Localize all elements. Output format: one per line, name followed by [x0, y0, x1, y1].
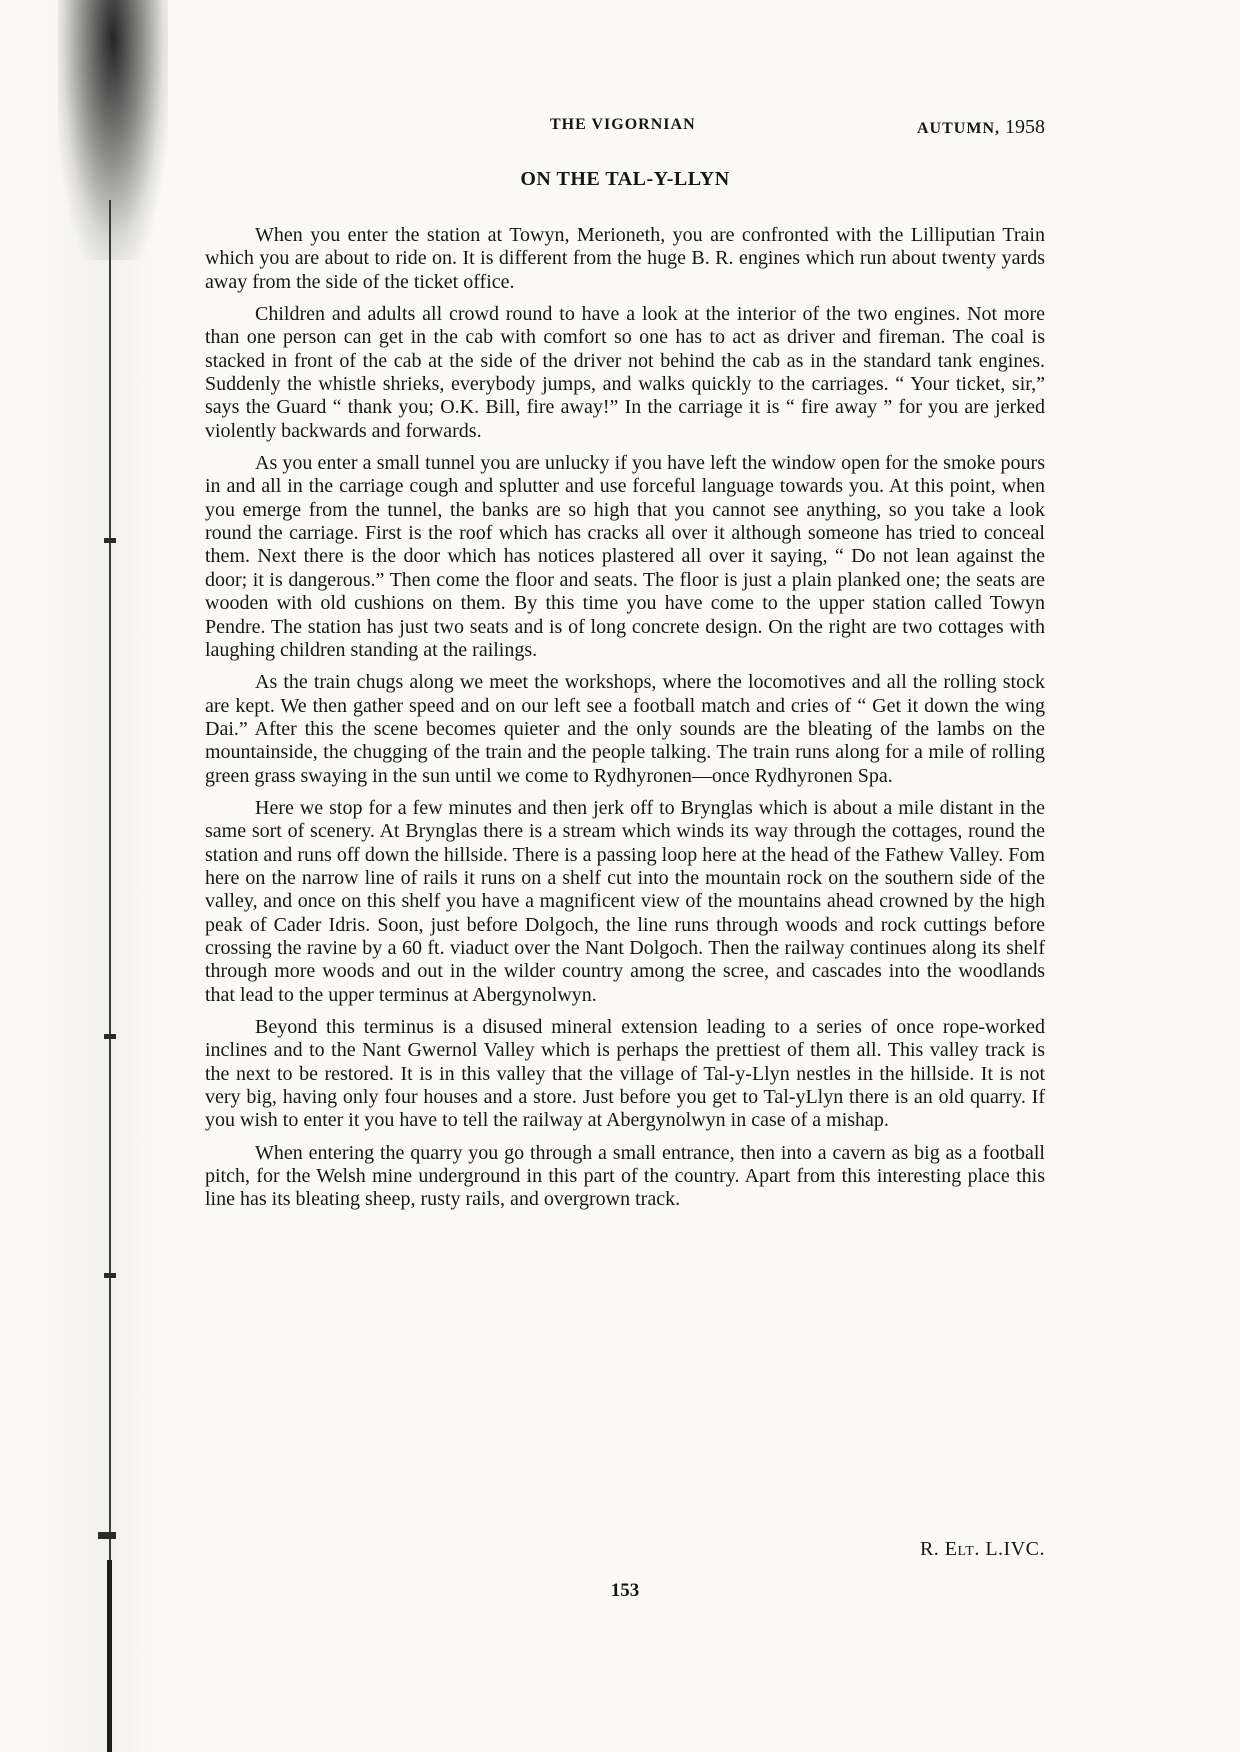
- article-body: [205, 224, 1045, 1221]
- paragraph: As the train chugs along we meet the workshops, where the locomotives and all the rolling stock are kept. We then gather speed and on our left see a football match and cries of “ Get it down the wing Dai.” After this the scene becomes quieter and the only sounds are the bleating of the lambs on the mountainside, the chugging of the train and the people talking. The train runs along for a mile of rolling green grass swaying in the sun until we come to Rydhyronen—once Rydhyronen Spa.: [205, 671, 1045, 787]
- issue-season: AUTUMN,: [917, 120, 1000, 137]
- binding-mark: [104, 1273, 116, 1278]
- paragraph: When you enter the station at Towyn, Merioneth, you are confronted with the Lilliputian Train which you are about to ride on. It is different from the huge B. R. engines which run about twenty yards away from the side of the ticket office.: [205, 224, 1045, 293]
- issue-date: [917, 116, 1045, 139]
- author-surname: Elt.: [944, 1538, 980, 1560]
- author-initial: R.: [919, 1538, 940, 1560]
- binding-stitch-line-lower: [107, 1560, 112, 1752]
- running-header: [205, 116, 1045, 146]
- article-title: ON THE TAL-Y-LLYN: [520, 168, 730, 190]
- binding-shadow: [36, 0, 156, 1752]
- issue-year: 1958: [1005, 116, 1045, 138]
- page-number: 153: [610, 1580, 640, 1601]
- binding-mark: [104, 538, 116, 543]
- journal-title: THE VIGORNIAN: [550, 116, 696, 133]
- author-form: L.IVC.: [985, 1538, 1045, 1560]
- paragraph: Here we stop for a few minutes and then jerk off to Brynglas which is about a mile distant in the same sort of scenery. At Brynglas there is a stream which winds its way through the cottages, round the station and runs off down the hillside. There is a passing loop here at the head of the Fathew Valley. Fom here on the narrow line of rails it runs on a shelf cut into the mountain rock on the southern side of the valley, and once on this shelf you have a magnificent view of the mountains ahead crowned by the high peak of Cader Idris. Soon, just before Dolgoch, the line runs through woods and rock cuttings before crossing the ravine by a 60 ft. viaduct over the Nant Dolgoch. Then the railway continues along its shelf through more woods and out in the wilder country among the scree, and cascades into the woodlands that lead to the upper terminus at Abergynolwyn.: [205, 796, 1045, 1006]
- binding-ink-blot: [58, 0, 168, 260]
- paragraph: Children and adults all crowd round to have a look at the interior of the two engines. Not more than one person can get in the cab with comfort so one has to act as driver and fireman. The coal is stacked in front of the cab at the side of the driver not behind the cab as in the standard tank engines. Suddenly the whistle shrieks, everybody jumps, and walks quickly to the carriages. “ Your ticket, sir,” says the Guard “ thank you; O.K. Bill, fire away!” In the carriage it is “ fire away ” for you are jerked violently backwards and forwards.: [205, 303, 1045, 442]
- paragraph: Beyond this terminus is a disused mineral extension leading to a series of once rope-worked inclines and to the Nant Gwernol Valley which is perhaps the prettiest of them all. This valley track is the next to be restored. It is in this valley that the village of Tal-y-Llyn nestles in the hillside. It is not very big, having only four houses and a store. Just before you get to Tal-yLlyn there is an old quarry. If you wish to enter it you have to tell the railway at Abergynolwyn in case of a mishap.: [205, 1016, 1045, 1132]
- binding-mark: [104, 1034, 116, 1039]
- binding-stitch-line: [109, 200, 111, 1560]
- author-signature: [205, 1538, 1045, 1561]
- binding-mark: [98, 1532, 116, 1539]
- paragraph: As you enter a small tunnel you are unlucky if you have left the window open for the smoke pours in and all in the carriage cough and splutter and use forceful language towards you. At this point, when you emerge from the tunnel, the banks are so high that you cannot see anything, so you take a look round the carriage. First is the roof which has cracks all over it although someone has tried to conceal them. Next there is the door which has notices plastered all over it saying, “ Do not lean against the door; it is dangerous.” Then come the floor and seats. The floor is just a plain planked one; the seats are wooden with old cushions on them. By this time you have come to the upper station called Towyn Pendre. The station has just two seats and is of long concrete design. On the right are two cottages with laughing children standing at the railings.: [205, 452, 1045, 661]
- paragraph: When entering the quarry you go through a small entrance, then into a cavern as big as a football pitch, for the Welsh mine underground in this part of the country. Apart from this interesting place this line has its bleating sheep, rusty rails, and overgrown track.: [205, 1141, 1045, 1211]
